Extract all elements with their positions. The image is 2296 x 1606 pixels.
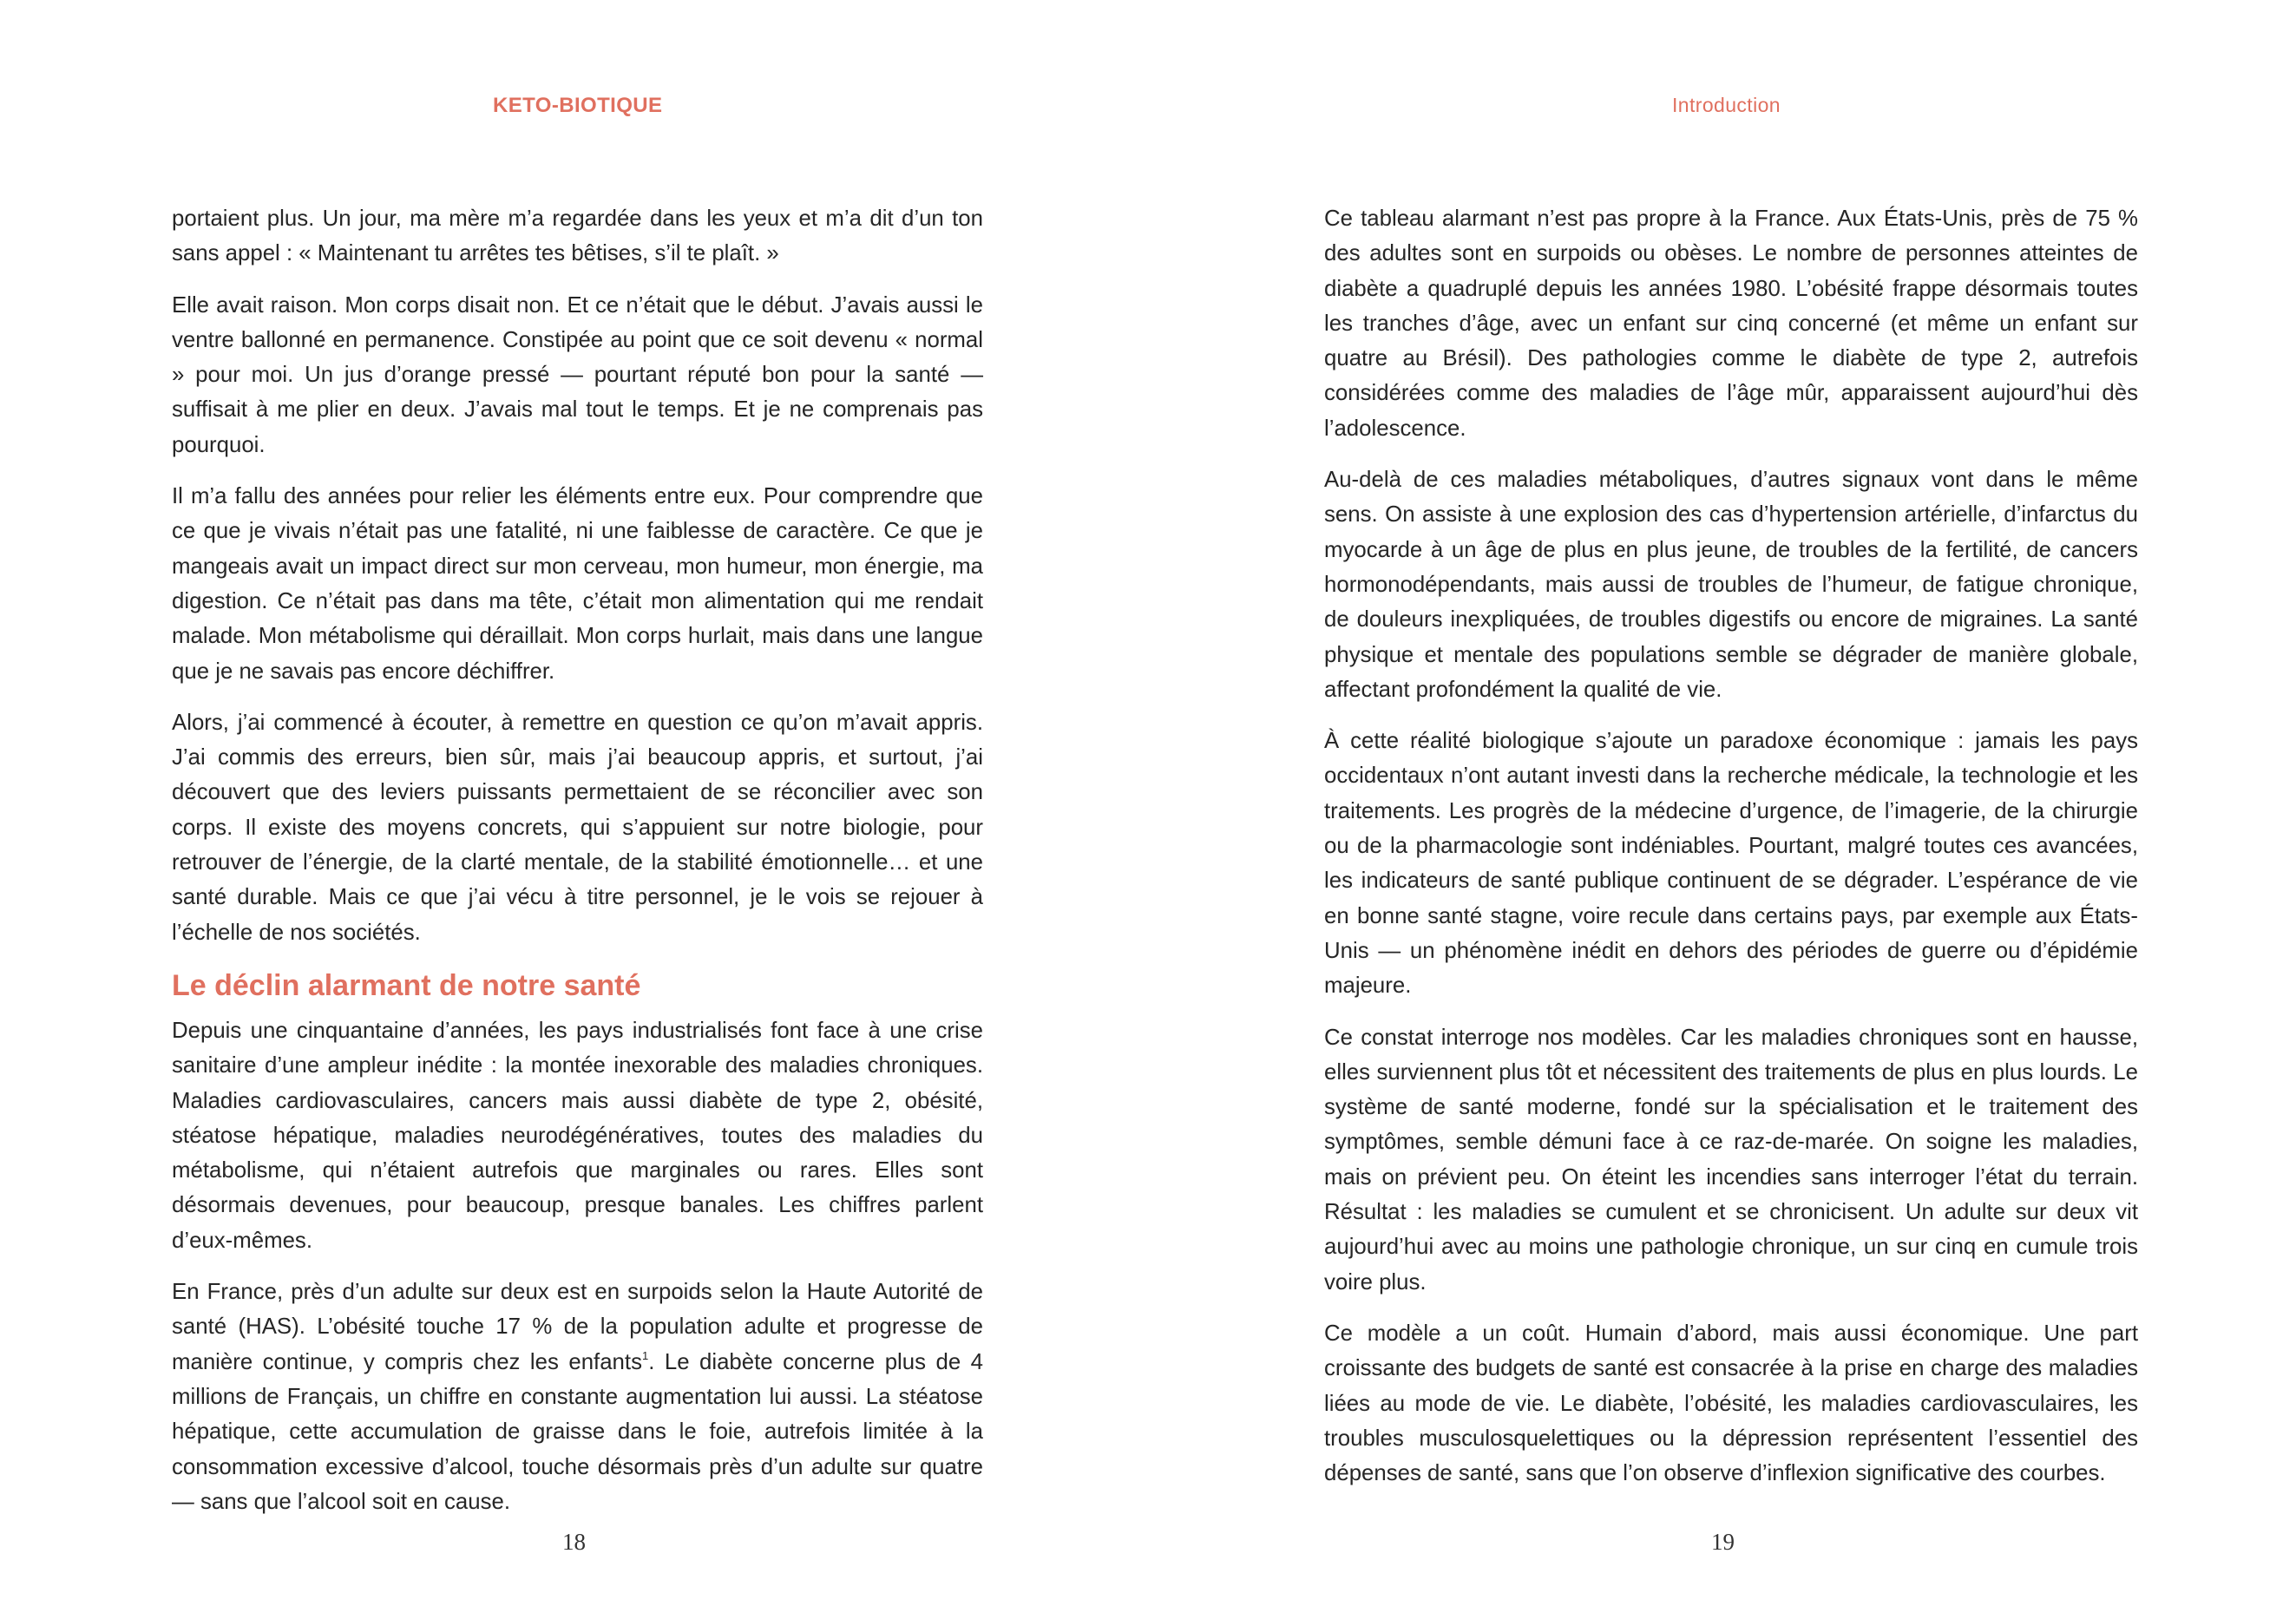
left-page-body <box>172 201 983 1536</box>
paragraph: Ce tableau alarmant n’est pas propre à la France. Aux États-Unis, près de 75 % des adultes sont en surpoids ou obèses. Le nombre de personnes atteintes de diabète a quadruplé depuis les années 1980. L’obésité frappe désormais toutes les tranches d’âge, avec un enfant sur cinq concerné (et même un enfant sur quatre au Brésil). Des pathologies comme le diabète de type 2, autrefois considérées comme des maladies de l’âge mûr, apparaissent aujourd’hui dès l’adolescence. <box>1324 206 2138 441</box>
paragraph-text: . Le diabète concerne plus de 4 millions de Français, un chiffre en constante augmentation lui aussi. La stéatose hépatique, cette accumulation de graisse dans le foie, autrefois limitée à la consommation excessive d’alcool, touche désormais près d’un adulte sur quatre — sans que l’alcool soit en cause. <box>172 1349 983 1514</box>
paragraph-with-footnote <box>172 1275 983 1519</box>
paragraph: Depuis une cinquantaine d’années, les pays industrialisés font face à une crise sanitaire d’une ampleur inédite : la montée inexorable des maladies chroniques. Maladies cardiovasculaires, cancers mais aussi diabète de type 2, obésité, stéatose hépatique, maladies neurodégénératives, toutes des maladies du métabolisme, qui n’étaient autrefois que marginales ou rares. Elles sont désormais devenues, pour beaucoup, presque banales. Les chiffres parlent d’eux-mêmes. <box>172 1018 983 1253</box>
right-page-body <box>1324 201 2138 1507</box>
paragraph: Il m’a fallu des années pour relier les éléments entre eux. Pour comprendre que ce que je vivais n’était pas une fatalité, ni une faiblesse de caractère. Ce que je mangeais avait un impact direct sur mon cerveau, mon humeur, mon énergie, ma digestion. Ce n’était pas dans ma tête, c’était mon alimentation qui me rendait malade. Mon métabolisme qui déraillait. Mon corps hurlait, mais dans une langue que je ne savais pas encore déchiffrer. <box>172 484 983 684</box>
paragraph: portaient plus. Un jour, ma mère m’a regardée dans les yeux et m’a dit d’un ton sans appel : « Maintenant tu arrêtes tes bêtises, s’il te plaît. » <box>172 206 983 266</box>
paragraph: Elle avait raison. Mon corps disait non. Et ce n’était que le début. J’avais aussi le ventre ballonné en permanence. Constipée au point que ce soit devenu « normal » pour moi. Un jus d’orange pressé — pourtant réputé bon pour la santé — suffisait à me plier en deux. J’avais mal tout le temps. Et je ne comprenais pas pourquoi. <box>172 292 983 457</box>
right-page <box>1148 0 2296 1606</box>
paragraph: Ce constat interroge nos modèles. Car les maladies chroniques sont en hausse, elles surviennent plus tôt et nécessitent des traitements de plus en plus lourds. Le système de santé moderne, fondé sur la spécialisation et le traitement des symptômes, semble démuni face à ce raz-de-marée. On soigne les maladies, mais on prévient peu. On éteint les incendies sans interroger l’état du terrain. Résultat : les maladies se cumulent et se chronicisent. Un adulte sur deux vit aujourd’hui avec au moins une pathologie chronique, un sur cinq en cumule trois voire plus. <box>1324 1025 2138 1295</box>
running-head-book-title: KETO-BIOTIQUE <box>493 94 663 117</box>
footnote-marker: 1 <box>641 1348 649 1362</box>
paragraph: Ce modèle a un coût. Humain d’abord, mais aussi économique. Une part croissante des budgets de santé est consacrée à la prise en charge des maladies liées au mode de vie. Le diabète, l’obésité, les maladies cardiovasculaires, les troubles musculosquelettiques ou la dépression représentent l’essentiel des dépenses de santé, sans que l’on observe d’inflexion significative des courbes. <box>1324 1321 2138 1486</box>
paragraph-text: En France, près d’un adulte sur deux est en surpoids selon la Haute Autorité de santé (HAS). L’obésité touche 17 % de la population adulte et progresse de manière continue, y compris chez les enfants <box>172 1280 983 1374</box>
running-head-chapter: Introduction <box>1672 94 1781 116</box>
paragraph: Au-delà de ces maladies métaboliques, d’autres signaux vont dans le même sens. On assiste à une explosion des cas d’hypertension artérielle, d’infarctus du myocarde à un âge de plus en plus jeune, de troubles de la fertilité, de cancers hormonodépendants, mais aussi de troubles de l’humeur, de fatigue chronique, de douleurs inexpliquées, de troubles digestifs ou encore de migraines. La santé physique et mentale des populations semble se dégrader de manière globale, affectant profondément la qualité de vie. <box>1324 468 2138 702</box>
section-heading: Le déclin alarmant de notre santé <box>172 968 641 1002</box>
paragraph: Alors, j’ai commencé à écouter, à remettre en question ce qu’on m’avait appris. J’ai commis des erreurs, bien sûr, mais j’ai beaucoup appris, et surtout, j’ai découvert que des leviers puissants permettaient de se réconcilier avec son corps. Il existe des moyens concrets, qui s’appuient sur notre biologie, pour retrouver de l’énergie, de la clarté mentale, de la stabilité émotionnelle… et une santé durable. Mais ce que j’ai vécu à titre personnel, je le vois se rejouer à l’échelle de nos sociétés. <box>172 710 983 945</box>
page-number: 19 <box>1711 1529 1735 1555</box>
page-number: 18 <box>562 1529 586 1555</box>
paragraph: À cette réalité biologique s’ajoute un paradoxe économique : jamais les pays occidentaux n’ont autant investi dans la recherche médicale, la technologie et les traitements. Les progrès de la médecine d’urgence, de l’imagerie, de la chirurgie ou de la pharmacologie sont indéniables. Pourtant, malgré toutes ces avancées, les indicateurs de santé publique continuent de se dégrader. L’espérance de vie en bonne santé stagne, voire recule dans certains pays, par exemple aux États-Unis — un phénomène inédit en dehors des périodes de guerre ou d’épidémie majeure. <box>1324 729 2138 999</box>
